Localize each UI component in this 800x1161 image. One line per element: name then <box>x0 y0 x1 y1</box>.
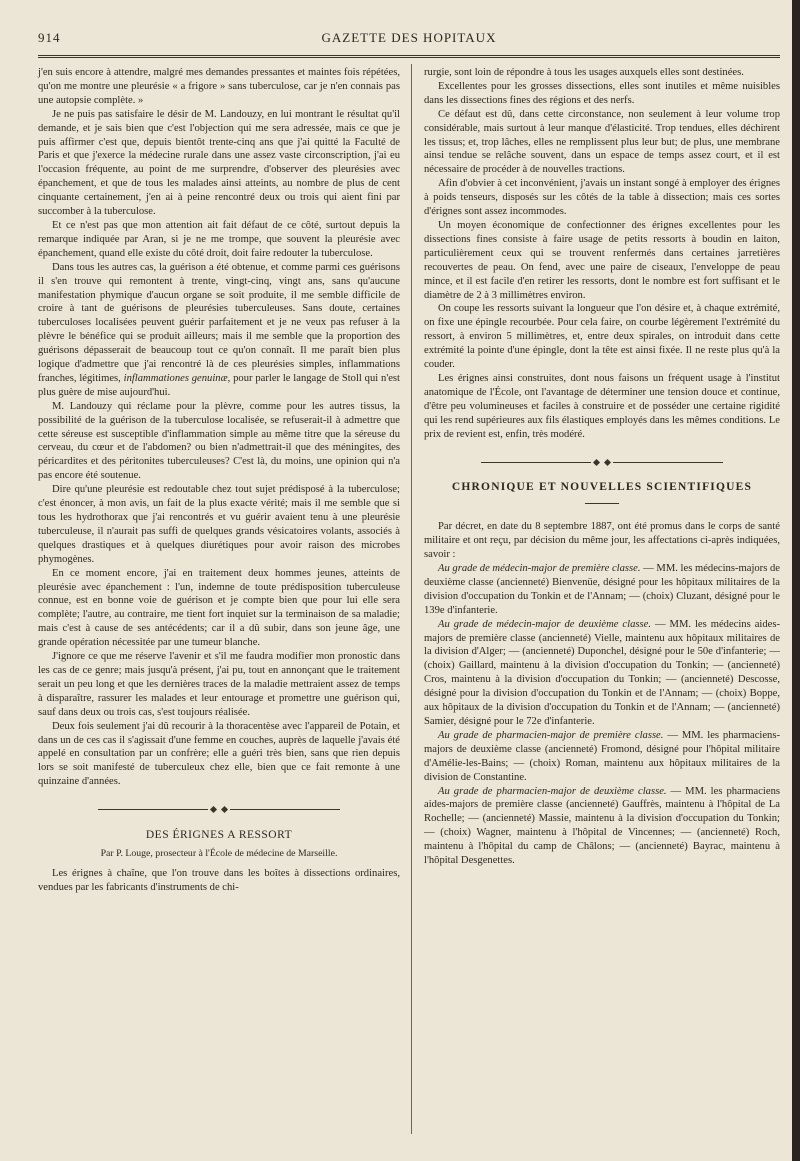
paragraph: j'en suis encore à attendre, malgré mes demandes pressantes et maintes fois répétées, qu'on me montre une pleurésie « a frigore » sans tuberculose, car je n'en connais pas une autopsie complète. » <box>38 67 400 106</box>
promotion-text: — MM. les médecins aides-majors de première classe (ancienneté) Vielle, maintenu aux hôpitaux militaires de la division d'Alger; — (ancienneté) Duponchel, désigné pour le 50e d'infanterie; — (choix) Gaillard, maintenu à la division d'occupation du Tonkin; — (ancienneté) Cros, maintenu à la division d'occupation du Tonkin; — (ancienneté) Descosse, désigné pour la division d'occupation du Tonkin et de l'Annam; — (choix) Boppe, aux hôpitaux de la division d'occupation du Tonkin et de l'Annam; — (ancienneté) Samier, désigné pour le 72e d'infanterie. <box>424 618 780 727</box>
chronicle-title: CHRONIQUE ET NOUVELLES SCIENTIFIQUES <box>451 481 753 494</box>
grade-heading: Au grade de médecin-major de deuxième classe. <box>438 618 651 630</box>
left-column <box>38 66 400 895</box>
paragraph: En ce moment encore, j'ai en traitement deux hommes jeunes, atteints de pleurésie avec épanchement : l'un, indemne de toute prédisposition tuberculeuse connue, est en bonne voie de guérison et je compte bien que pour lui elle sera complète; l'autre, au contraire, me tient fort inquiet sur la terminaison de sa maladie; mais c'est à cause de ses antécédents; car il a dû subir, dans son jeune âge, une grande opération nécessitée par une tumeur blanche. <box>38 567 400 649</box>
section-ornament <box>38 803 400 817</box>
promotion-text: — MM. les médecins-majors de deuxième classe (ancienneté) Bienvenüe, désigné pour les hôpitaux militaires de la division d'occupation du Tonkin et de l'Annam; — (choix) Cluzant, désigné pour le 139e d'infanterie. <box>424 563 780 616</box>
running-title: GAZETTE DES HOPITAUX <box>321 30 497 45</box>
paragraph: Afin d'obvier à cet inconvénient, j'avais un instant songé à employer des érignes à poids tenseurs, disposés sur les côtés de la table à dissection; mais ces sortes d'érignes sont assez incommodes. <box>424 178 780 218</box>
right-column <box>424 66 780 868</box>
paragraph: Je ne puis pas satisfaire le désir de M. Landouzy, en lui montrant le résultat qu'il demande, et je sais bien que c'est l'objection qui me sera adressée, mais ce que je puis affirmer c'est que, depuis bientôt trente-cinq ans que j'ai quitté la Faculté de Paris et que j'exerce la médecine rurale dans une assez vaste circonscription, j'ai eu l'occasion fréquente, au point de me surprendre, d'observer des pleurésies avec épanchement, et que de tous les malades ainsi atteints, au nombre de plus de cent cinquante certainement, j'en ai à peine rencontré deux ou trois qui aient fini par succomber à la tuberculose. <box>38 108 400 218</box>
page-number: 914 <box>38 30 61 45</box>
promotion-entry <box>424 785 780 868</box>
paragraph: rurgie, sont loin de répondre à tous les usages auxquels elles sont destinées. <box>424 67 744 78</box>
paragraph <box>38 261 400 400</box>
article-title: DES ÉRIGNES A RESSORT <box>145 829 293 842</box>
page-header <box>38 30 780 52</box>
promotion-text: — MM. les pharmaciens-majors de deuxième classe (ancienneté) Fromond, désigné pour l'hôpital militaire d'Amélie-les-Bains; — (choix) Roman, maintenu aux hôpitaux militaires de la division de Constantine. <box>424 729 780 783</box>
paragraph: Dire qu'une pleurésie est redoutable chez tout sujet prédisposé à la tuberculose; c'est énoncer, à mon avis, un fait de la plus exacte vérité; mais il me semble que si tous les hydrothorax que j'ai rencontrés et vu guérir avaient tenu à une pleurésie tuberculeuse, il n'aurait pas suffi de quelques grands vésicatoires volants, associés à quelques drastiques et à quelques diurétiques pour avoir raison des microbes phymogènes. <box>38 484 400 565</box>
paragraph: On coupe les ressorts suivant la longueur que l'on désire et, à chaque extrémité, on fixe une épingle recourbée. Pour cela faire, on courbe légèrement l'extrémité du ressort, à environ 5 millimètres, et, entre deux spirales, on introduit dans cette extrémité la pointe d'une épingle, dont la tête est ainsi fixée. Il ne reste plus qu'à la couder. <box>424 303 780 371</box>
promotion-entry <box>424 618 780 729</box>
column-divider <box>411 64 412 1134</box>
promotion-text: — MM. les pharmaciens aides-majors de première classe (ancienneté) Gauffrès, maintenu à l'hôpital de La Rochelle; — (ancienneté) Massie, maintenu à la division d'occupation du Tonkin; — (choix) Wagner, maintenu à l'hôpital de Vincennes; — (ancienneté) Roch, maintenu à l'hôpital du camp de Châlons; — (ancienneté) Bayrac, maintenu à l'hôpital Desgenettes. <box>424 785 780 867</box>
promotion-entry <box>424 729 780 785</box>
paragraph: J'ignore ce que me réserve l'avenir et s'il me faudra modifier mon pronostic dans les cas de ce genre; mais jusqu'à présent, j'ai pu, tout en annonçant que le traitement serait un peu long et que les dernières traces de la maladie mettraient assez de temps à disparaître, rassurer les malades et leur entourage et promettre une guérison qui, sauf dans deux ou trois cas, s'est toujours réalisée. <box>38 651 400 718</box>
paragraph: Les érignes à chaîne, que l'on trouve dans les boîtes à dissections ordinaires, vendues par les fabricants d'instruments de chi- <box>38 867 400 893</box>
paragraph: Excellentes pour les grosses dissections, elles sont inutiles et même nuisibles dans les dissections fines des régions et des nerfs. <box>424 80 780 106</box>
header-rule <box>38 55 780 58</box>
paragraph-text: pour parler le langage de Stoll qui n'est plus guère de mise aujourd'hui. <box>38 372 400 398</box>
paragraph: Deux fois seulement j'ai dû recourir à la thoracentèse avec l'appareil de Potain, et dans un de ces cas il s'agissait d'une femme en couches, auprès de laquelle j'avais été appelé en consultation par un confrère; elle a guéri très bien, sans que rien depuis lors se soit manifesté de tuberculeux chez elle, bien que ce fait remonte à une quinzaine d'années. <box>38 720 400 788</box>
grade-heading: Au grade de pharmacien-major de deuxième classe. <box>438 785 667 797</box>
promotion-entry <box>424 562 780 618</box>
paragraph: M. Landouzy qui réclame pour la plèvre, comme pour les autres tissus, la possibilité de la guérison de la tuberculose localisée, se refuserait-il à admettre que cette séreuse est susceptible d'inflammation simple au même titre que la séreuse du cerveau, du cœur et de l'abdomen? ou bien n'admettrait-il que des méningites, des péricardites et des péritonites tuberculeuses? C'est là, du moins, une opinion qui n'a pas encore été soutenue. <box>38 400 400 482</box>
section-ornament <box>424 455 780 469</box>
paragraph: Et ce n'est pas que mon attention ait fait défaut de ce côté, surtout depuis la remarque indiquée par Aran, si je ne me trompe, que souvent la pleurésie avec épanchement, quand elle existe du côté droit, doit faire redouter la tuberculose. <box>38 219 400 259</box>
paragraph: Par décret, en date du 8 septembre 1887, ont été promus dans le corps de santé militaire et ont reçu, par décision du même jour, les affectations ci-après indiquées, savoir : <box>424 521 780 561</box>
paragraph: Un moyen économique de confectionner des érignes excellentes pour les dissections fines consiste à faire usage de petits ressorts à boudin en laiton, particulièrement ceux qui se trouvent renfermés dans certaines jarretières recouvertes de peau. On fend, avec une paire de ciseaux, l'enveloppe de peau mince, et il est facile d'en retirer les ressorts, dont le nombre est fort suffisant et le diamètre de 2 à 3 millimètres environ. <box>424 219 780 301</box>
title-rule <box>585 503 619 504</box>
binding-edge <box>792 0 800 1161</box>
paragraph: Ce défaut est dû, dans cette circonstance, non seulement à leur volume trop considérable, mais surtout à leur manque d'élasticité. Trop tendues, elles déchirent les tissus; et, trop lâches, elles ne remplissent plus leur but; de plus, une membrane ainsi tendue se relâche souvent, dans un espace de temps assez court, et il est nécessaire de procéder à de nouvelles tractions. <box>424 108 780 176</box>
paragraph-text: Dans tous les autres cas, la guérison a été obtenue, et comme parmi ces guérisons il s'en trouve qui remontent à trente, vingt-cinq, vingt ans, sans qu'aucune manifestation phymique d'aucun organe se soit produite, il me semble difficile de croire à tant de guérisons de pleurésies tuberculeuses. Sans doute, certaines tuberculoses localisées peuvent guérir parfaitement et je ne veux pas refuser à la plèvre le bénéfice qui se produit ailleurs; mais il me semble que la proportion des guérisons dépasserait de beaucoup tout ce qu'on connaît. Il me paraît bien plus logique d'admettre que j'ai rencontré là de ces pleurésies simples, inflammations franches, légitimes, <box>38 261 400 384</box>
grade-heading: Au grade de pharmacien-major de première classe. <box>438 729 664 741</box>
paragraph: Les érignes ainsi construites, dont nous faisons un fréquent usage à l'institut anatomique de l'École, ont l'avantage de déterminer une tension douce et continue, d'être peu volumineuses et faciles à construire et de posséder une certaine rigidité qui les rend supérieures aux fils élastiques employés dans les mêmes conditions. Le prix de revient est, enfin, très modéré. <box>424 372 780 440</box>
grade-heading: Au grade de médecin-major de première classe. <box>438 563 641 574</box>
latin-phrase: inflammationes genuinæ, <box>123 372 231 384</box>
article-byline: Par P. Louge, prosecteur à l'École de médecine de Marseille. <box>100 847 338 859</box>
